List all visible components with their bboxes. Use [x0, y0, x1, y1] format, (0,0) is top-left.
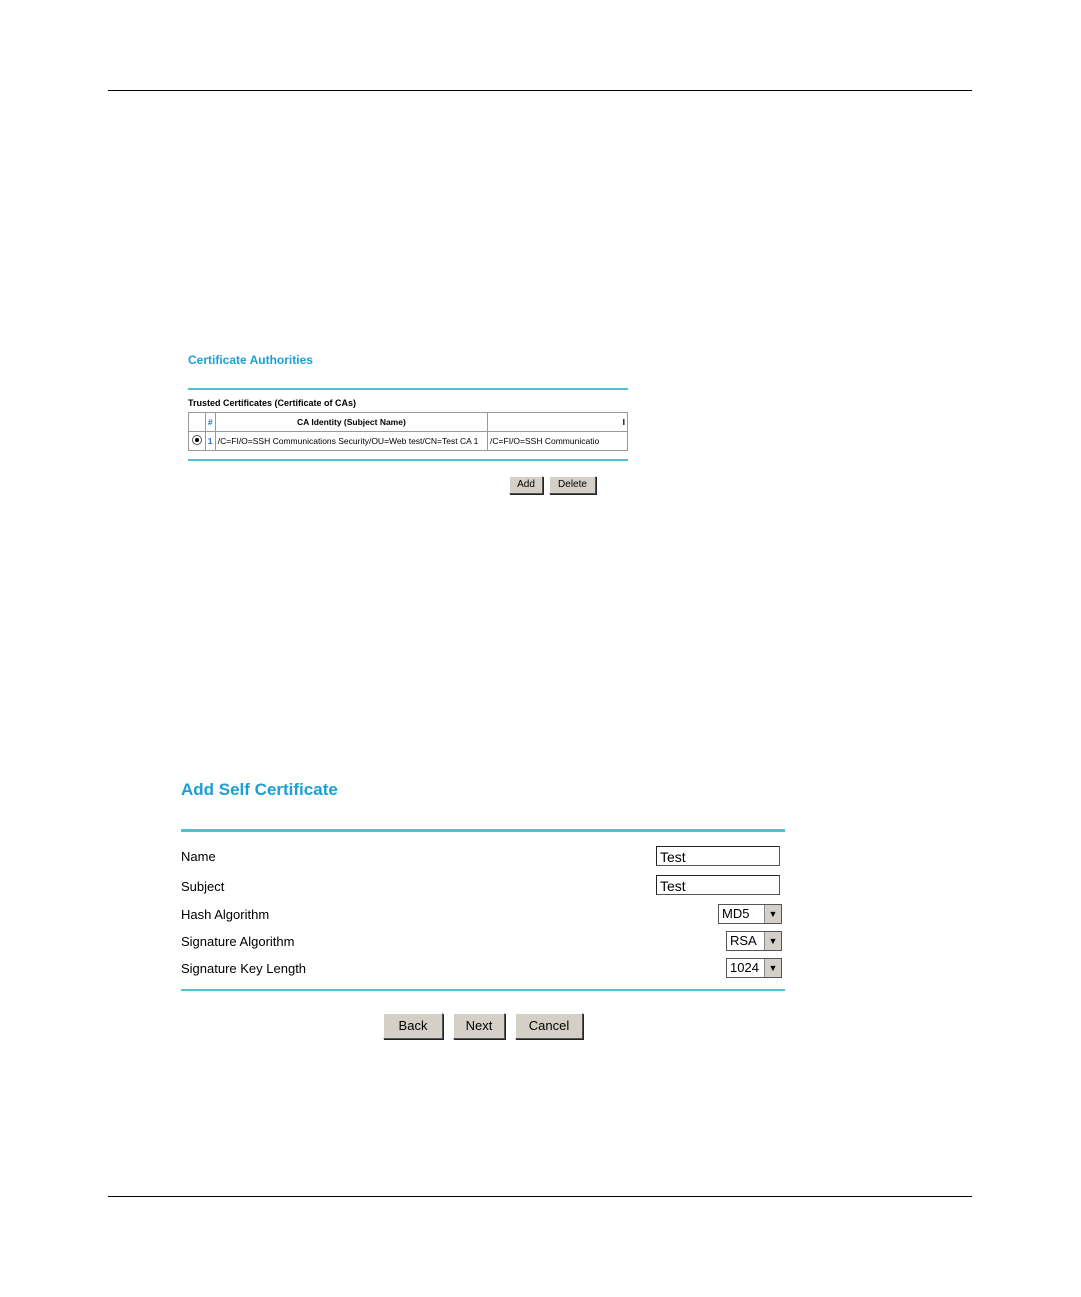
- trusted-certificates-table: [188, 412, 628, 451]
- name-label: Name: [181, 849, 216, 864]
- signature-algorithm-select[interactable]: [726, 931, 782, 951]
- row-number: 1: [205, 432, 215, 451]
- self-cert-bottom-divider: [181, 989, 785, 991]
- hash-algorithm-select[interactable]: [718, 904, 782, 924]
- number-column-header: #: [205, 413, 215, 432]
- top-rule: [108, 90, 972, 91]
- select-column-header: [189, 413, 206, 432]
- ca-bottom-divider: [188, 459, 628, 461]
- certificate-authorities-panel: [188, 350, 628, 500]
- self-cert-top-divider: [181, 829, 785, 832]
- chevron-down-icon[interactable]: ▼: [764, 932, 781, 950]
- back-button[interactable]: Back: [383, 1013, 443, 1039]
- subject-input[interactable]: Test: [656, 875, 780, 895]
- signature-key-length-label: Signature Key Length: [181, 961, 307, 976]
- bottom-rule: [108, 1196, 972, 1197]
- identity-column-header: CA Identity (Subject Name): [215, 413, 487, 432]
- ca-subtitle: Trusted Certificates (Certificate of CAs): [188, 398, 357, 408]
- chevron-down-icon[interactable]: ▼: [764, 905, 781, 923]
- name-input[interactable]: Test: [656, 846, 780, 866]
- row-select-cell: [189, 432, 206, 451]
- delete-button[interactable]: Delete: [549, 476, 596, 494]
- hash-algorithm-value: MD5: [722, 906, 750, 921]
- issuer-column-header: I: [488, 413, 628, 432]
- signature-algorithm-label: Signature Algorithm: [181, 934, 295, 949]
- table-row: [189, 432, 628, 451]
- self-cert-title: Add Self Certificate: [181, 780, 338, 799]
- signature-algorithm-value: RSA: [730, 933, 757, 948]
- subject-label: Subject: [181, 879, 225, 894]
- next-button[interactable]: Next: [453, 1013, 505, 1039]
- table-header-row: [189, 413, 628, 432]
- row-issuer: /C=FI/O=SSH Communicatio: [488, 432, 628, 451]
- signature-key-length-select[interactable]: [726, 958, 782, 978]
- add-self-certificate-panel: [181, 775, 787, 1045]
- ca-title: Certificate Authorities: [188, 353, 313, 367]
- signature-key-length-value: 1024: [730, 960, 759, 975]
- row-identity: /C=FI/O=SSH Communications Security/OU=Web test/CN=Test CA 1: [215, 432, 487, 451]
- row-radio-button[interactable]: [192, 435, 202, 445]
- ca-top-divider: [188, 388, 628, 390]
- hash-algorithm-label: Hash Algorithm: [181, 907, 270, 922]
- cancel-button[interactable]: Cancel: [515, 1013, 583, 1039]
- chevron-down-icon[interactable]: ▼: [764, 959, 781, 977]
- add-button[interactable]: Add: [509, 476, 543, 494]
